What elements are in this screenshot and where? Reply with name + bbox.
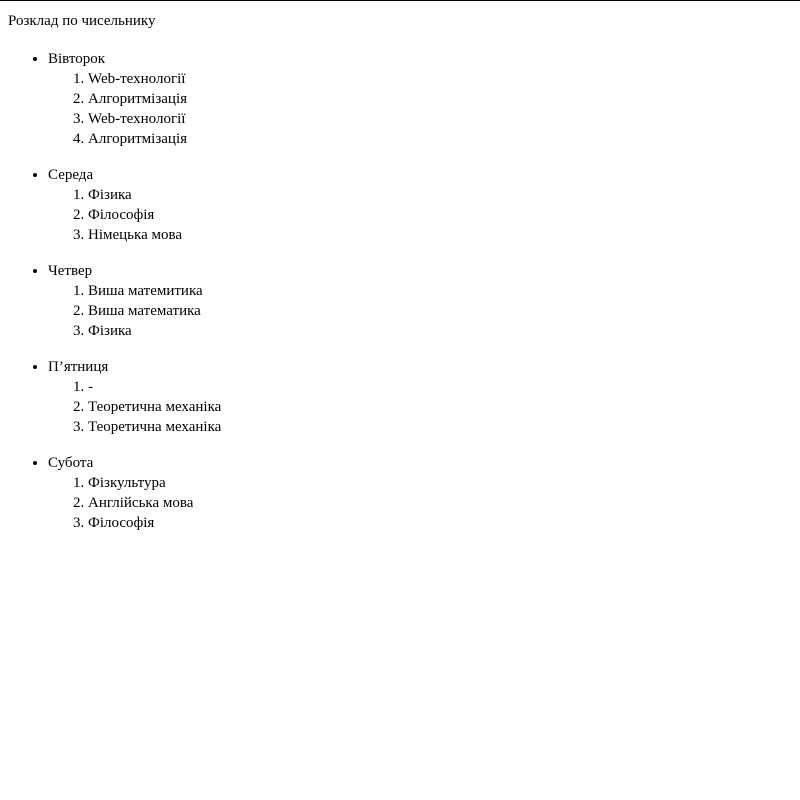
- lesson-item: 2. Алгоритмізація: [88, 89, 792, 109]
- lessons-list: [48, 473, 792, 533]
- lesson-item: 1. Фізика: [88, 185, 792, 205]
- day-item-thursday: [48, 261, 792, 341]
- lesson-item: 2. Теоретична механіка: [88, 397, 792, 417]
- lesson-item: 2. Філософія: [88, 205, 792, 225]
- day-name: Четвер: [48, 263, 93, 279]
- lesson-item: 3. Фізика: [88, 321, 792, 341]
- page-title: Розклад по чисельнику: [8, 13, 156, 29]
- lessons-list: [48, 281, 792, 341]
- day-name: П’ятниця: [48, 359, 109, 375]
- lesson-item: 3. Теоретична механіка: [88, 417, 792, 437]
- lessons-list: [48, 377, 792, 437]
- lesson-item: 3. Німецька мова: [88, 225, 792, 245]
- lessons-list: [48, 185, 792, 245]
- lesson-item: 1. Виша матемитика: [88, 281, 792, 301]
- lesson-item: 1. -: [88, 377, 792, 397]
- lesson-item: 3. Філософія: [88, 513, 792, 533]
- day-item-tuesday: [48, 49, 792, 149]
- lessons-list: [48, 69, 792, 149]
- schedule-page: [0, 1, 800, 533]
- lesson-item: 1. Фізкультура: [88, 473, 792, 493]
- day-name: Вівторок: [48, 51, 106, 67]
- lesson-item: 1. Web-технології: [88, 69, 792, 89]
- lesson-item: 2. Виша математика: [88, 301, 792, 321]
- days-list: [8, 49, 792, 533]
- lesson-item: 3. Web-технології: [88, 109, 792, 129]
- day-name: Субота: [48, 455, 94, 471]
- lesson-item: 4. Алгоритмізація: [88, 129, 792, 149]
- day-name: Середа: [48, 167, 94, 183]
- lesson-item: 2. Англійська мова: [88, 493, 792, 513]
- day-item-wednesday: [48, 165, 792, 245]
- day-item-friday: [48, 357, 792, 437]
- day-item-saturday: [48, 453, 792, 533]
